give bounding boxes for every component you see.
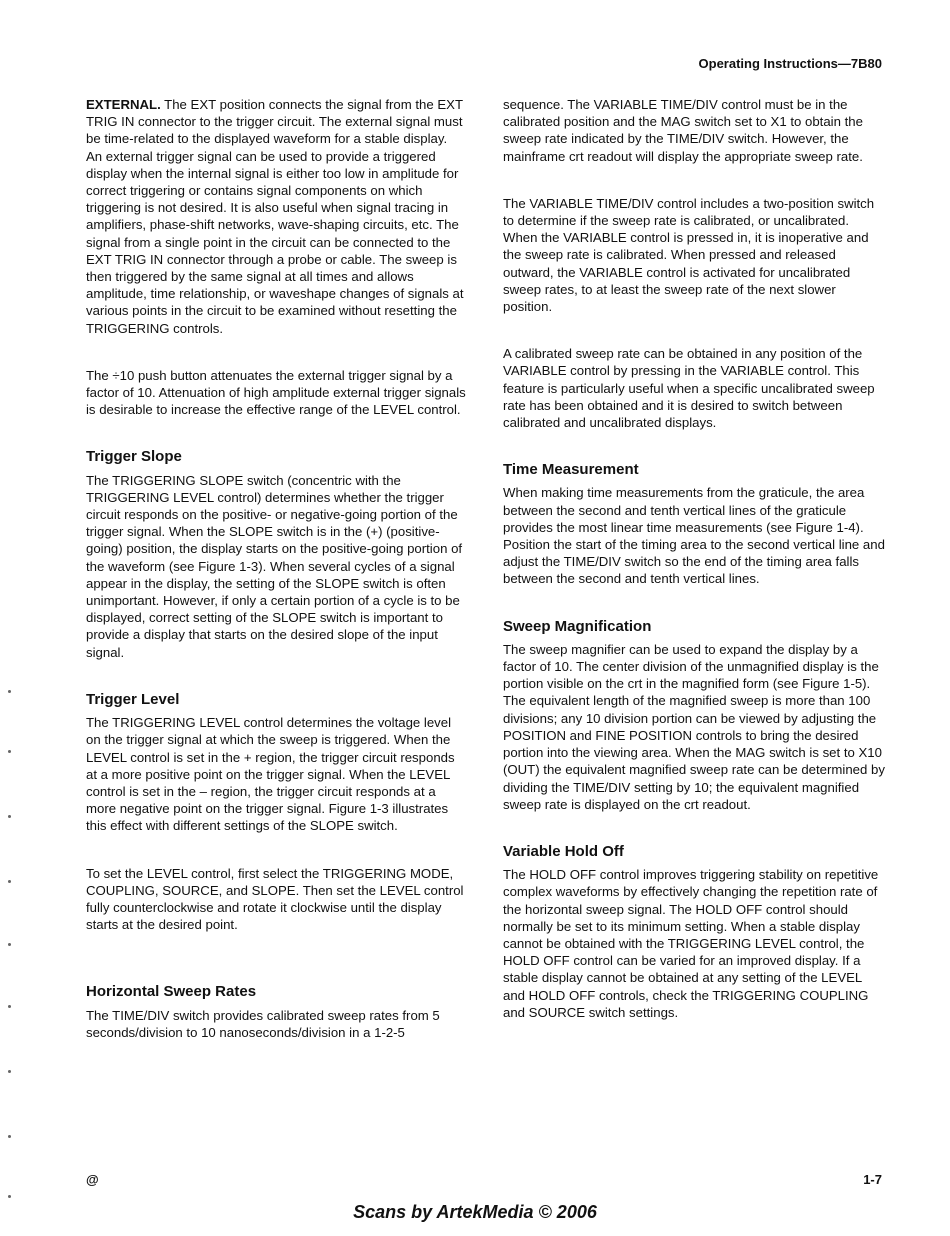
left-column — [86, 96, 466, 1041]
trigger-level-heading: Trigger Level — [86, 690, 180, 708]
horizontal-sweep-rates-paragraph: The TIME/DIV switch provides calibrated sweep rates from 5 seconds/division to 10 nanoseconds/division in a 1-2-5 — [86, 1007, 440, 1040]
variable-hold-off-heading: Variable Hold Off — [503, 842, 624, 860]
footer-mark: @ — [86, 1172, 99, 1187]
margin-speck — [8, 690, 11, 693]
running-header: Operating Instructions—7B80 — [698, 56, 882, 71]
margin-speck — [8, 1195, 11, 1198]
time-measurement-paragraph: When making time measurements from the graticule, the area between the second and tenth vertical lines of the graticule provides the most linear time measurements (see Figure 1-4). Position the start of the timing area to the second vertical line and adjust the TIME/DIV switch so the end of the timing area falls between the second and tenth vertical lines. — [503, 485, 885, 587]
margin-speck — [8, 750, 11, 753]
margin-speck — [8, 880, 11, 883]
sequence-paragraph: sequence. The VARIABLE TIME/DIV control must be in the calibrated position and the MAG switch set to X1 to obtain the sweep rate indicated by the TIME/DIV switch. However, the mainframe crt readout will display the appropriate sweep rate. — [503, 97, 863, 164]
trigger-level-paragraph: The TRIGGERING LEVEL control determines the voltage level on the trigger signal at which the sweep is triggered. When the LEVEL control is set in the + region, the trigger circuit responds at a more positive point on the trigger signal. When the LEVEL control is set in the – region, the trigger circuit responds at a more negative point on the trigger signal. Figure 1-3 illustrates this effect with different settings of the SLOPE switch. — [86, 715, 455, 834]
scan-credit: Scans by ArtekMedia © 2006 — [353, 1202, 597, 1222]
variable-hold-off-paragraph: The HOLD OFF control improves triggering stability on repetitive complex waveforms by effectively changing the repetition rate of the horizontal sweep signal. The HOLD OFF control should normally be set to its minimum setting. When a stable display cannot be obtained with the TRIGGERING LEVEL control, the HOLD OFF control can be varied for an improved display. If a stable display cannot be obtained at any setting of the LEVEL and HOLD OFF controls, check the TRIGGERING COUPLING and SOURCE switch settings. — [503, 867, 879, 1020]
level-setting-paragraph: To set the LEVEL control, first select the TRIGGERING MODE, COUPLING, SOURCE, and SLOPE. Then set the LEVEL control fully counterclockwise and rotate it clockwise until the display starts at the desired point. — [86, 865, 464, 933]
trigger-slope-heading: Trigger Slope — [86, 448, 182, 466]
margin-speck — [8, 943, 11, 946]
variable-paragraph: The VARIABLE TIME/DIV control includes a two-position switch to determine if the sweep rate is calibrated, or uncalibrated. When the VARIABLE control is pressed in, it is inoperative and the sweep rate is calibrated. When pressed and released outward, the VARIABLE control is activated for uncalibrated sweep rates, to at least the sweep rate of the next slower position. — [503, 195, 875, 315]
external-runin-title: EXTERNAL. — [86, 97, 161, 112]
sweep-magnification-paragraph: The sweep magnifier can be used to expand the display by a factor of 10. The center division of the unmagnified display is the portion visible on the crt in the magnified form (see Figure 1-5). The equivalent length of the magnified sweep is more than 100 divisions; any 10 division portion can be viewed by adjusting the POSITION and FINE POSITION controls to bring the desired portion into the viewing area. When the MAG switch is set to X10 (OUT) the equivalent magnified sweep rate can be determined by dividing the TIME/DIV setting by 10; the equivalent magnified sweep rate is displayed on the crt readout. — [503, 641, 885, 812]
margin-speck — [8, 815, 11, 818]
margin-speck — [8, 1005, 11, 1008]
margin-speck — [8, 1070, 11, 1073]
trigger-slope-paragraph: The TRIGGERING SLOPE switch (concentric with the TRIGGERING LEVEL control) determines whether the trigger circuit responds on the positive- or negative-going portion of the trigger signal. When the SLOPE switch is in the (+) (positive-going) position, the display starts on the positive-going portion of the waveform (see Figure 1-3). When several cycles of a signal appear in the display, the setting of the SLOPE switch is often unimportant. However, if only a certain portion of a cycle is to be displayed, correct setting of the SLOPE switch is important to provide a display that starts on the desired slope of the input signal. — [86, 472, 463, 660]
sweep-magnification-heading: Sweep Magnification — [503, 617, 652, 635]
right-column — [503, 96, 885, 1021]
margin-speck — [8, 1135, 11, 1138]
horizontal-sweep-rates-heading: Horizontal Sweep Rates — [86, 983, 257, 1001]
calibrated-paragraph: A calibrated sweep rate can be obtained in any position of the VARIABLE control by pressing in the VARIABLE control. This feature is particularly useful when a specific uncalibrated sweep rate has been obtained and it is desired to switch between calibrated and uncalibrated displays. — [503, 346, 875, 431]
page-number: 1-7 — [863, 1172, 882, 1187]
external-text: The EXT position connects the signal from the EXT TRIG IN connector to the trigger circuit. The external signal must be time-related to the displayed waveform for a stable display. An external trigger signal can be used to provide a triggered display when the internal signal is either too low in amplitude for correct triggering or contains signal components on which triggering is not desired. It is also useful when signal tracing in amplifiers, phase-shift networks, wave-shaping circuits, etc. The signal from a single point in the circuit can be connected to the EXT TRIG IN connector through a probe or cable. The sweep is then triggered by the same signal at all times and allows amplitude, time relationship, or waveshape changes of signals at various points in the circuit to be examined without resetting the TRIGGERING controls. — [86, 97, 464, 336]
time-measurement-heading: Time Measurement — [503, 461, 639, 479]
external-paragraph — [86, 96, 466, 337]
div10-paragraph: The ÷10 push button attenuates the external trigger signal by a factor of 10. Attenuation of high amplitude external trigger signals is desirable to increase the effective range of the LEVEL control. — [86, 367, 466, 418]
